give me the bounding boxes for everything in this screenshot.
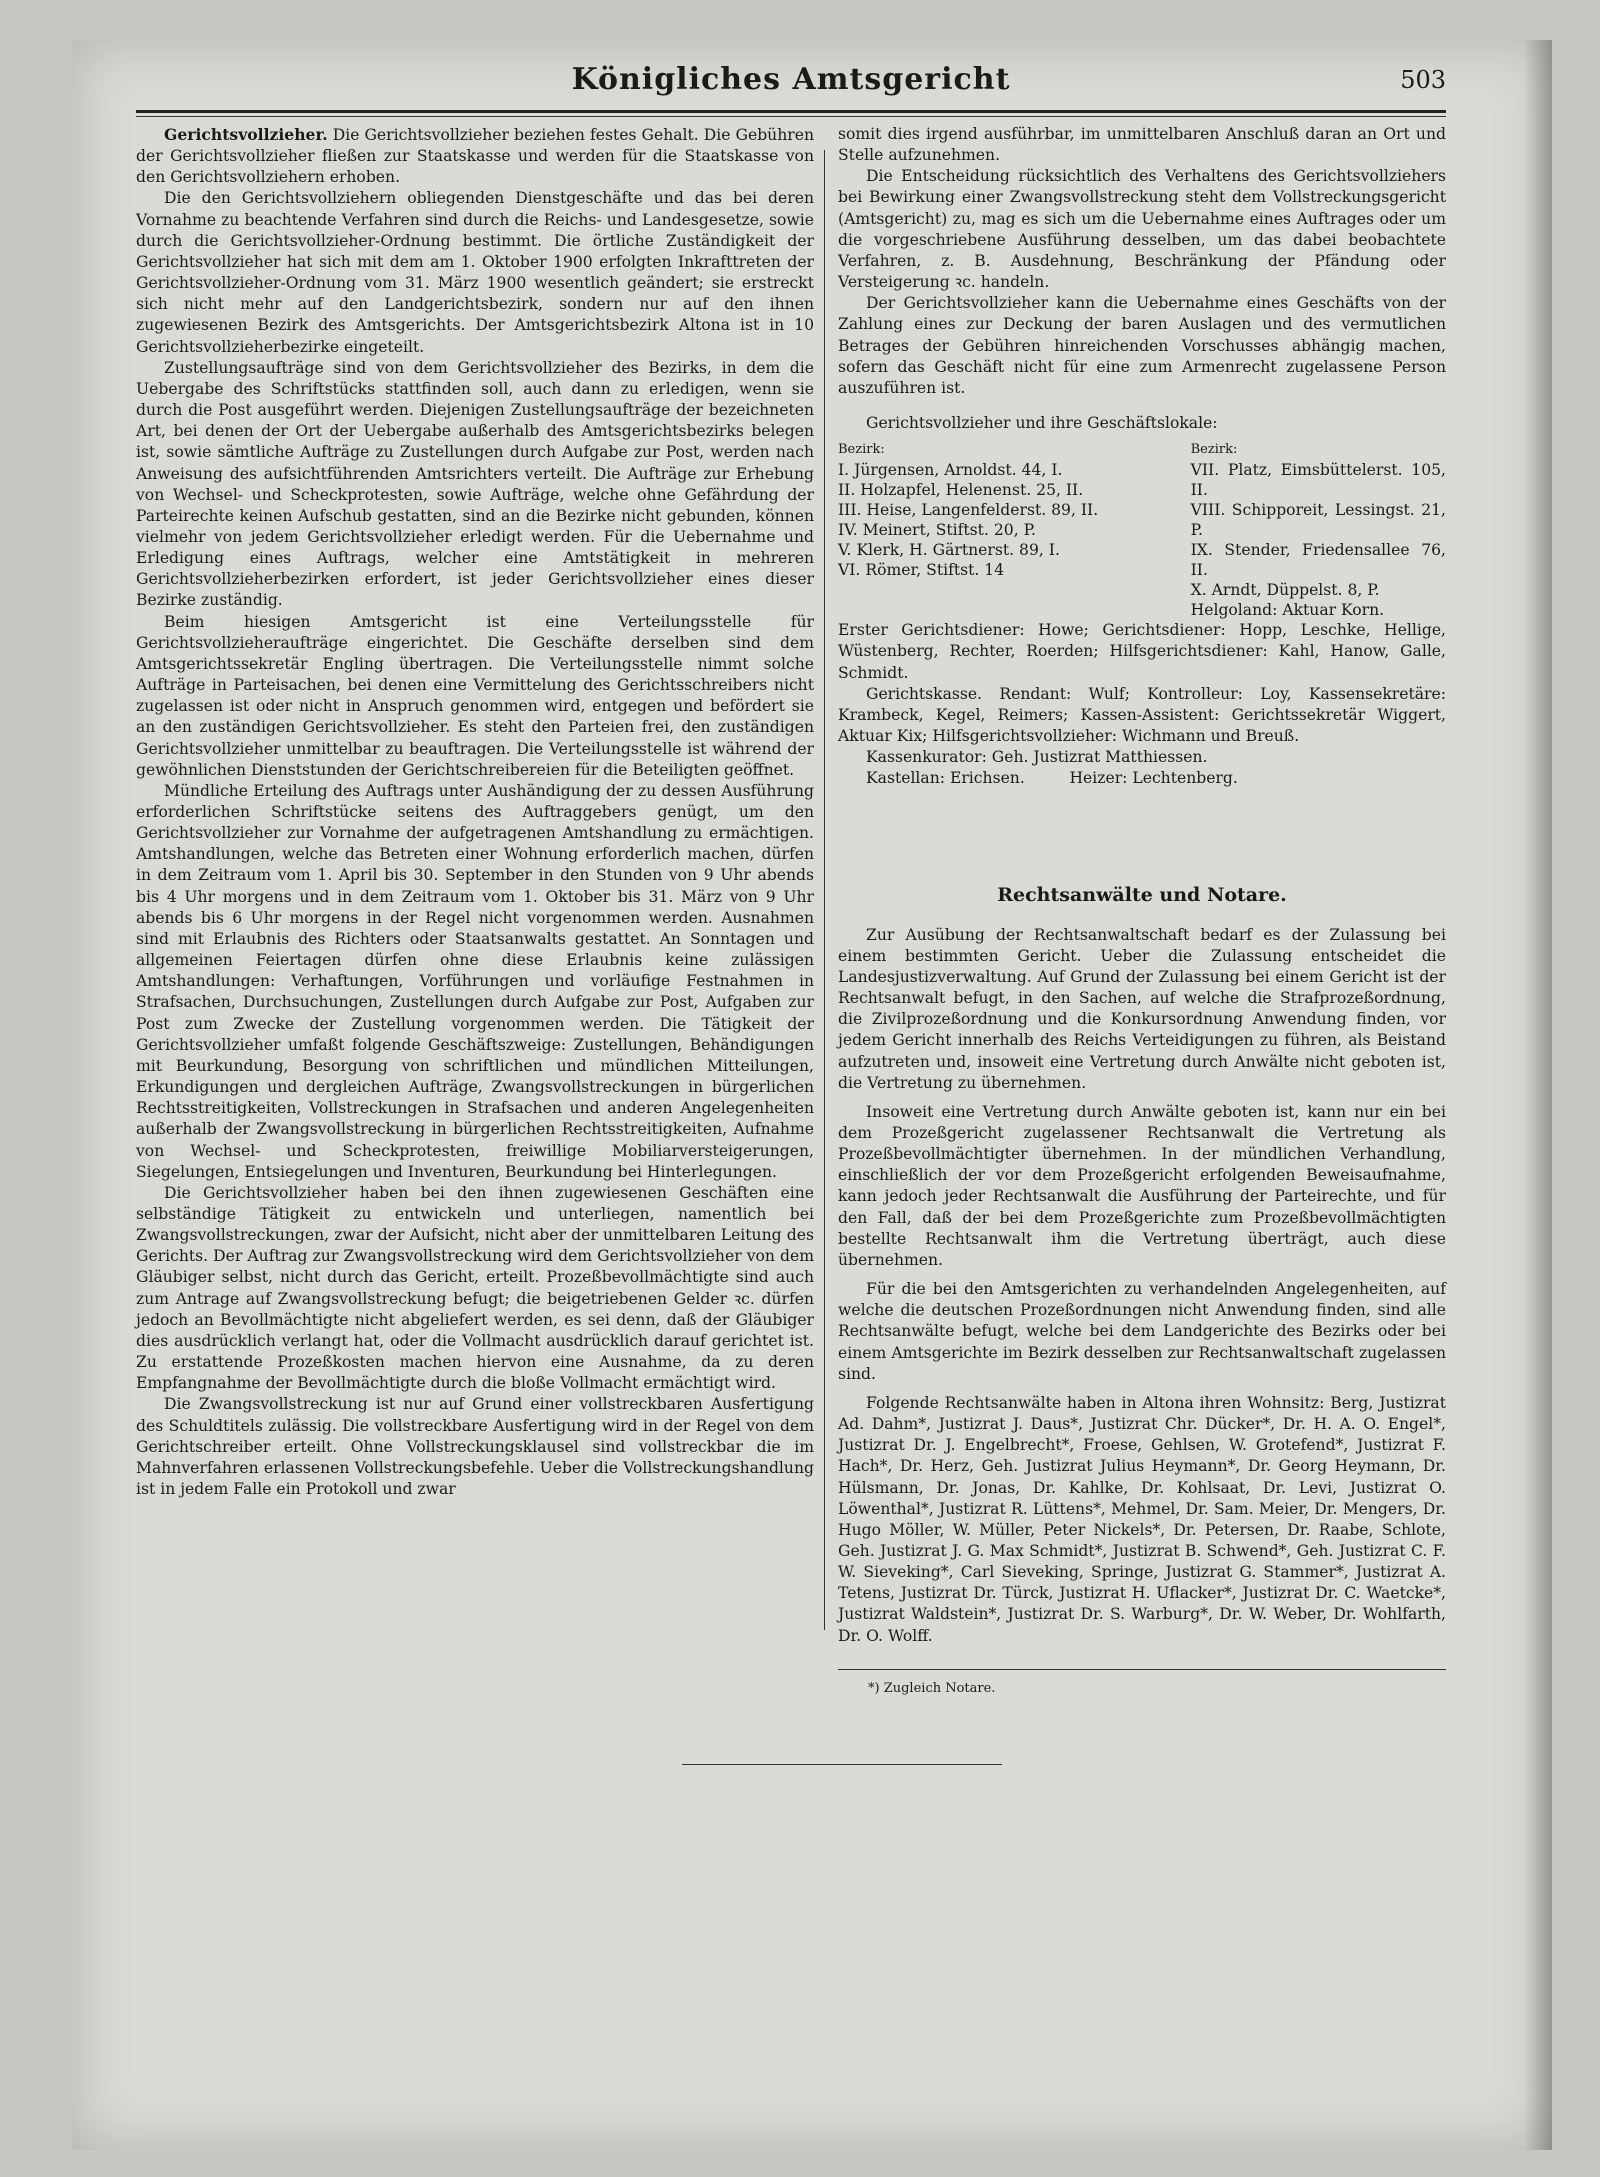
- paragraph: Zur Ausübung der Rechtsanwaltschaft bedarf es der Zulassung bei einem bestimmten Gericht. Ueber die Zulassung entscheidet die Landesjustizverwaltung. Auf Grund der Zulassung bei einem Gericht ist der Rechtsanwalt befugt, in den Sachen, auf welche die Strafprozeßordnung, die Zivilprozeßordnung und die Konkursordnung Anwendung finden, vor jedem Gericht innerhalb des Reichs Verteidigungen zu führen, als Beistand aufzutreten und, insoweit eine Vertretung durch Anwälte nicht geboten ist, die Vertretung zu übernehmen.: [838, 925, 1446, 1092]
- bailiff-entry: VII. Platz, Eimsbüttelerst. 105, II.: [1190, 461, 1446, 500]
- heater: Heizer: Lechtenberg.: [1069, 769, 1238, 788]
- running-title: Königliches Amtsgericht: [571, 62, 1011, 97]
- section-title: Rechtsanwälte und Notare.: [997, 884, 1287, 907]
- bailiff-entry: V. Klerk, H. Gärtnerst. 89, I.: [838, 541, 1060, 560]
- paragraph-text: Die Gerichtsvollzieher beziehen festes Gehalt. Die Gebühren der Gerichtsvollzieher fließen zur Staatskasse und werden für die Staatskasse von den Gerichtsvollziehern erhoben.: [136, 126, 814, 187]
- paragraph: Beim hiesigen Amtsgericht ist eine Verteilungsstelle für Gerichtsvollzieheraufträge eingerichtet. Die Geschäfte derselben sind dem Amtsgerichtssekretär Engling übertragen. Die Verteilungsstelle nimmt solche Aufträge in Parteisachen, bei denen eine Vermittelung des Gerichtsschreibers nicht zugelassen ist oder nicht in Anspruch genommen wird, entgegen und befördert sie an den zuständigen Gerichtsvollzieher. Es steht den Parteien frei, den zuständigen Gerichtsvollzieher unmittelbar zu beauftragen. Die Verteilungsstelle ist während der gewöhnlichen Dienststunden der Gerichtschreibereien für die Beteiligten geöffnet.: [136, 612, 814, 779]
- bailiff-table: [838, 438, 1446, 620]
- paragraph: somit dies irgend ausführbar, im unmittelbaren Anschluß daran an Ort und Stelle aufzunehmen.: [838, 125, 1446, 165]
- bezirk-label: Bezirk:: [838, 442, 885, 458]
- paragraph: [136, 124, 814, 188]
- bailiff-entry: X. Arndt, Düppelst. 8, P.: [1190, 581, 1380, 600]
- bailiff-entry: VI. Römer, Stiftst. 14: [838, 561, 1005, 580]
- header-rule: [136, 110, 1446, 113]
- paragraph: Folgende Rechtsanwälte haben in Altona ihren Wohnsitz: Berg, Justizrat Ad. Dahm*, Justizrat J. Daus*, Justizrat Chr. Dücker*, Dr. H. A. O. Engel*, Justizrat Dr. J. Engelbrecht*, Froese, Gehlsen, W. Grotefend*, Justizrat F. Hach*, Dr. Herz, Geh. Justizrat Julius Heymann*, Dr. Georg Heymann, Dr. Hülsmann, Dr. Jonas, Dr. Kahlke, Dr. Kohlsaat, Dr. Levi, Justizrat O. Löwenthal*, Justizrat R. Lüttens*, Mehmel, Dr. Sam. Meier, Dr. Mengers, Dr. Hugo Möller, W. Müller, Peter Nickels*, Dr. Petersen, Dr. Raabe, Schlote, Geh. Justizrat J. G. Max Schmidt*, Justizrat B. Schwend*, Geh. Justizrat C. F. W. Sieveking*, Carl Sieveking, Springe, Justizrat G. Stammer*, Justizrat A. Tetens, Justizrat Dr. Türck, Justizrat H. Uflacker*, Justizrat Dr. C. Waetcke*, Justizrat Waldstein*, Justizrat Dr. S. Warburg*, Dr. W. Weber, Dr. Wohlfarth, Dr. O. Wolff.: [838, 1393, 1446, 1645]
- paragraph: Mündliche Erteilung des Auftrags unter Aushändigung der zu dessen Ausführung erforderlichen Schriftstücke seitens des Auftraggebers genügt, um den Gerichtsvollzieher zur Vornahme der aufgetragenen Amtshandlung zu ermächtigen. Amtshandlungen, welche das Betreten einer Wohnung erforderlich machen, dürfen in dem Zeitraum vom 1. April bis 30. September in den Stunden von 9 Uhr abends bis 4 Uhr morgens und in dem Zeitraum vom 1. Oktober bis 31. März von 9 Uhr abends bis 6 Uhr morgens in der Regel nicht vorgenommen werden. Ausnahmen sind mit Erlaubnis des Richters oder Staatsanwalts gestattet. An Sonntagen und allgemeinen Feiertagen dürfen ohne diese Erlaubnis keine zulässigen Amtshandlungen: Verhaftungen, Vorführungen und vorläufige Festnahmen in Strafsachen, Durchsuchungen, Zustellungen durch Aufgabe zur Post, Aufgaben zur Post zum Zwecke der Zustellung vorgenommen werden. Die Tätigkeit der Gerichtsvollzieher umfaßt folgende Geschäftszweige: Zustellungen, Behändigungen mit Beurkundung, Besorgung von schriftlichen und mündlichen Mitteilungen, Erkundigungen und dergleichen Aufträge, Zwangsvollstreckungen in bürgerlichen Rechtsstreitigkeiten, Vollstreckungen in Strafsachen und anderen Angelegenheiten außerhalb der Zwangsvollstreckung in bürgerlichen Rechtsstreitigkeiten, Aufnahme von Wechsel- und Scheckprotesten, freiwillige Mobiliarversteigerungen, Siegelungen, Entsiegelungen und Inventuren, Beurkundung bei Hinterlegungen.: [136, 781, 814, 1181]
- page-spine-shadow: [1524, 40, 1552, 2150]
- bailiff-entry: VIII. Schipporeit, Lessingst. 21, P.: [1190, 501, 1446, 540]
- paragraph: Erster Gerichtsdiener: Howe; Gerichtsdiener: Hopp, Leschke, Hellige, Wüstenberg, Rechter, Roerden; Hilfsgerichtsdiener: Kahl, Hanow, Galle, Schmidt.: [838, 621, 1446, 682]
- paragraph: Die den Gerichtsvollziehern obliegenden Dienstgeschäfte und das bei deren Vornahme zu beachtende Verfahren sind durch die Reichs- und Landesgesetze, sowie durch die Gerichtsvollzieher-Ordnung bestimmt. Die örtliche Zuständigkeit der Gerichtsvollzieher hat sich mit dem am 1. Oktober 1900 erfolgten Inkrafttreten der Gerichtsvollzieher-Ordnung vom 31. März 1900 wesentlich geändert; sie erstreckt sich nicht mehr auf den Landgerichtsbezirk, sondern nur auf den ihnen zugewiesenen Bezirk des Amtsgerichts. Der Amtsgerichtsbezirk Altona ist in 10 Gerichtsvollzieherbezirke eingeteilt.: [136, 189, 814, 356]
- bailiff-entry: IV. Meinert, Stiftst. 20, P.: [838, 521, 1036, 540]
- page-header: [136, 58, 1446, 108]
- paragraph: Zustellungsaufträge sind von dem Gerichtsvollzieher des Bezirks, in dem die Uebergabe des Schriftstücks stattfinden soll, auch dann zu erledigen, wenn sie durch die Post ausgeführt werden. Diejenigen Zustellungsaufträge der bezeichneten Art, bei denen der Ort der Uebergabe außerhalb des Amtsgerichtsbezirks belegen ist, sowie sämtliche Aufträge zu Zustellungen durch Aufgabe zur Post, werden nach Anweisung des aufsichtführenden Amtsrichters verteilt. Die Aufträge zur Erhebung von Wechsel- und Scheckprotesten, sowie Aufträge, welche ohne Gefährdung der Parteirechte keinen Aufschub gestatten, sind an die Bezirke nicht gebunden, können vielmehr von jedem Gerichtsvollzieher erledigt werden. Für die Uebernahme und Erledigung eines Auftrags, welcher eine Amtstätigkeit in mehreren Gerichtsvollzieherbezirken erfordert, ist jeder Gerichtsvollzieher eines dieser Bezirke zuständig.: [136, 358, 814, 610]
- bailiff-list-heading: Gerichtsvollzieher und ihre Geschäftslokale:: [866, 414, 1218, 433]
- page-number: 503: [1400, 66, 1446, 94]
- paragraph: Kassenkurator: Geh. Justizrat Matthiessen.: [866, 748, 1208, 767]
- bailiff-entry: Helgoland: Aktuar Korn.: [1190, 601, 1385, 620]
- castellan: Kastellan: Erichsen.: [866, 769, 1025, 788]
- bailiff-entry: I. Jürgensen, Arnoldst. 44, I.: [838, 461, 1063, 480]
- column-divider: [824, 150, 825, 1630]
- paragraph: Gerichtskasse. Rendant: Wulf; Kontrolleur: Loy, Kassensekretäre: Krambeck, Kegel, Reimers; Kassen-Assistent: Gerichtssekretär Wiggert, Aktuar Kix; Hilfsgerichtsvollzieher: Wichmann und Breuß.: [838, 684, 1446, 745]
- footnote: *) Zugleich Notare.: [868, 1680, 996, 1696]
- bailiff-entry: IX. Stender, Friedensallee 76, II.: [1190, 541, 1446, 580]
- bailiff-entry: III. Heise, Langenfelderst. 89, II.: [838, 501, 1099, 520]
- paragraph: [838, 768, 1446, 789]
- paragraph: Für die bei den Amtsgerichten zu verhandelnden Angelegenheiten, auf welche die deutschen Prozeßordnungen nicht Anwendung finden, sind alle Rechtsanwälte befugt, welche bei dem Landgerichte des Bezirks oder bei einem Amtsgerichte im Bezirk desselben zur Rechtsanwaltschaft zugelassen sind.: [838, 1280, 1446, 1383]
- paragraph: Der Gerichtsvollzieher kann die Uebernahme eines Geschäfts von der Zahlung eines zur Deckung der baren Auslagen und des vermutlichen Betrages der Gebühren hinreichenden Vorschusses abhängig machen, sofern das Geschäft nicht für eine zum Armenrecht zugelassene Person auszuführen ist.: [838, 294, 1446, 397]
- end-rule: [682, 1764, 1002, 1765]
- paragraph-lead: Gerichtsvollzieher.: [164, 125, 328, 144]
- right-column: [838, 124, 1446, 1699]
- paragraph: Die Gerichtsvollzieher haben bei den ihnen zugewiesenen Geschäften eine selbständige Tätigkeit zu entwickeln und unterliegen, namentlich bei Zwangsvollstreckungen, zwar der Aufsicht, nicht aber der unmittelbaren Leitung des Gerichts. Der Auftrag zur Zwangsvollstreckung wird dem Gerichtsvollzieher von dem Gläubiger selbst, nicht durch das Gericht, erteilt. Prozeßbevollmächtigte sind auch zum Antrage auf Zwangsvollstreckung befugt; die beigetriebenen Gelder ꝛc. dürfen jedoch an Bevollmächtigte nicht abgeliefert werden, es sei denn, daß der Gläubiger dies ausdrücklich verlangt hat, oder die Vollmacht ausdrücklich darauf gerichtet ist. Zu erstattende Prozeßkosten machen hiervon eine Ausnahme, da zu deren Empfangnahme der Bevollmächtigte durch die bloße Vollmacht ermächtigt wird.: [136, 1183, 814, 1393]
- bezirk-label: Bezirk:: [1190, 442, 1238, 458]
- paragraph: Die Entscheidung rücksichtlich des Verhaltens des Gerichtsvollziehers bei Bewirkung einer Zwangsvollstreckung steht dem Vollstreckungsgericht (Amtsgericht) zu, mag es sich um die Uebernahme eines Auftrages oder um die vorgeschriebene Ausführung desselben, um das dabei beobachtete Verfahren, z. B. Ausdehnung, Beschränkung der Pfändung oder Versteigerung ꝛc. handeln.: [838, 167, 1446, 292]
- paragraph: Die Zwangsvollstreckung ist nur auf Grund einer vollstreckbaren Ausfertigung des Schuldtitels zulässig. Die vollstreckbare Ausfertigung wird in der Regel von dem Gerichtschreiber erteilt. Ohne Vollstreckungsklausel sind vollstreckbar die im Mahnverfahren erlassenen Vollstreckungsbefehle. Ueber die Vollstreckungshandlung ist in jedem Falle ein Protokoll und zwar: [136, 1395, 814, 1498]
- header-rule-thin: [136, 116, 1446, 117]
- footnote-rule: [838, 1669, 1446, 1670]
- left-column: [136, 124, 814, 1500]
- paragraph: Insoweit eine Vertretung durch Anwälte geboten ist, kann nur ein bei dem Prozeßgericht zugelassener Rechtsanwalt die Vertretung als Prozeßbevollmächtigter übernehmen. In der mündlichen Verhandlung, einschließlich der vor dem Prozeßgericht erfolgenden Beweisaufnahme, kann jedoch jeder Rechtsanwalt die Ausführung der Parteirechte, und für den Fall, daß der bei dem Prozeßgerichte zum Prozeßbevollmächtigten bestellte Rechtsanwalt ihm die Vertretung überträgt, auch diese übernehmen.: [838, 1102, 1446, 1269]
- bailiff-entry: II. Holzapfel, Helenenst. 25, II.: [838, 481, 1084, 500]
